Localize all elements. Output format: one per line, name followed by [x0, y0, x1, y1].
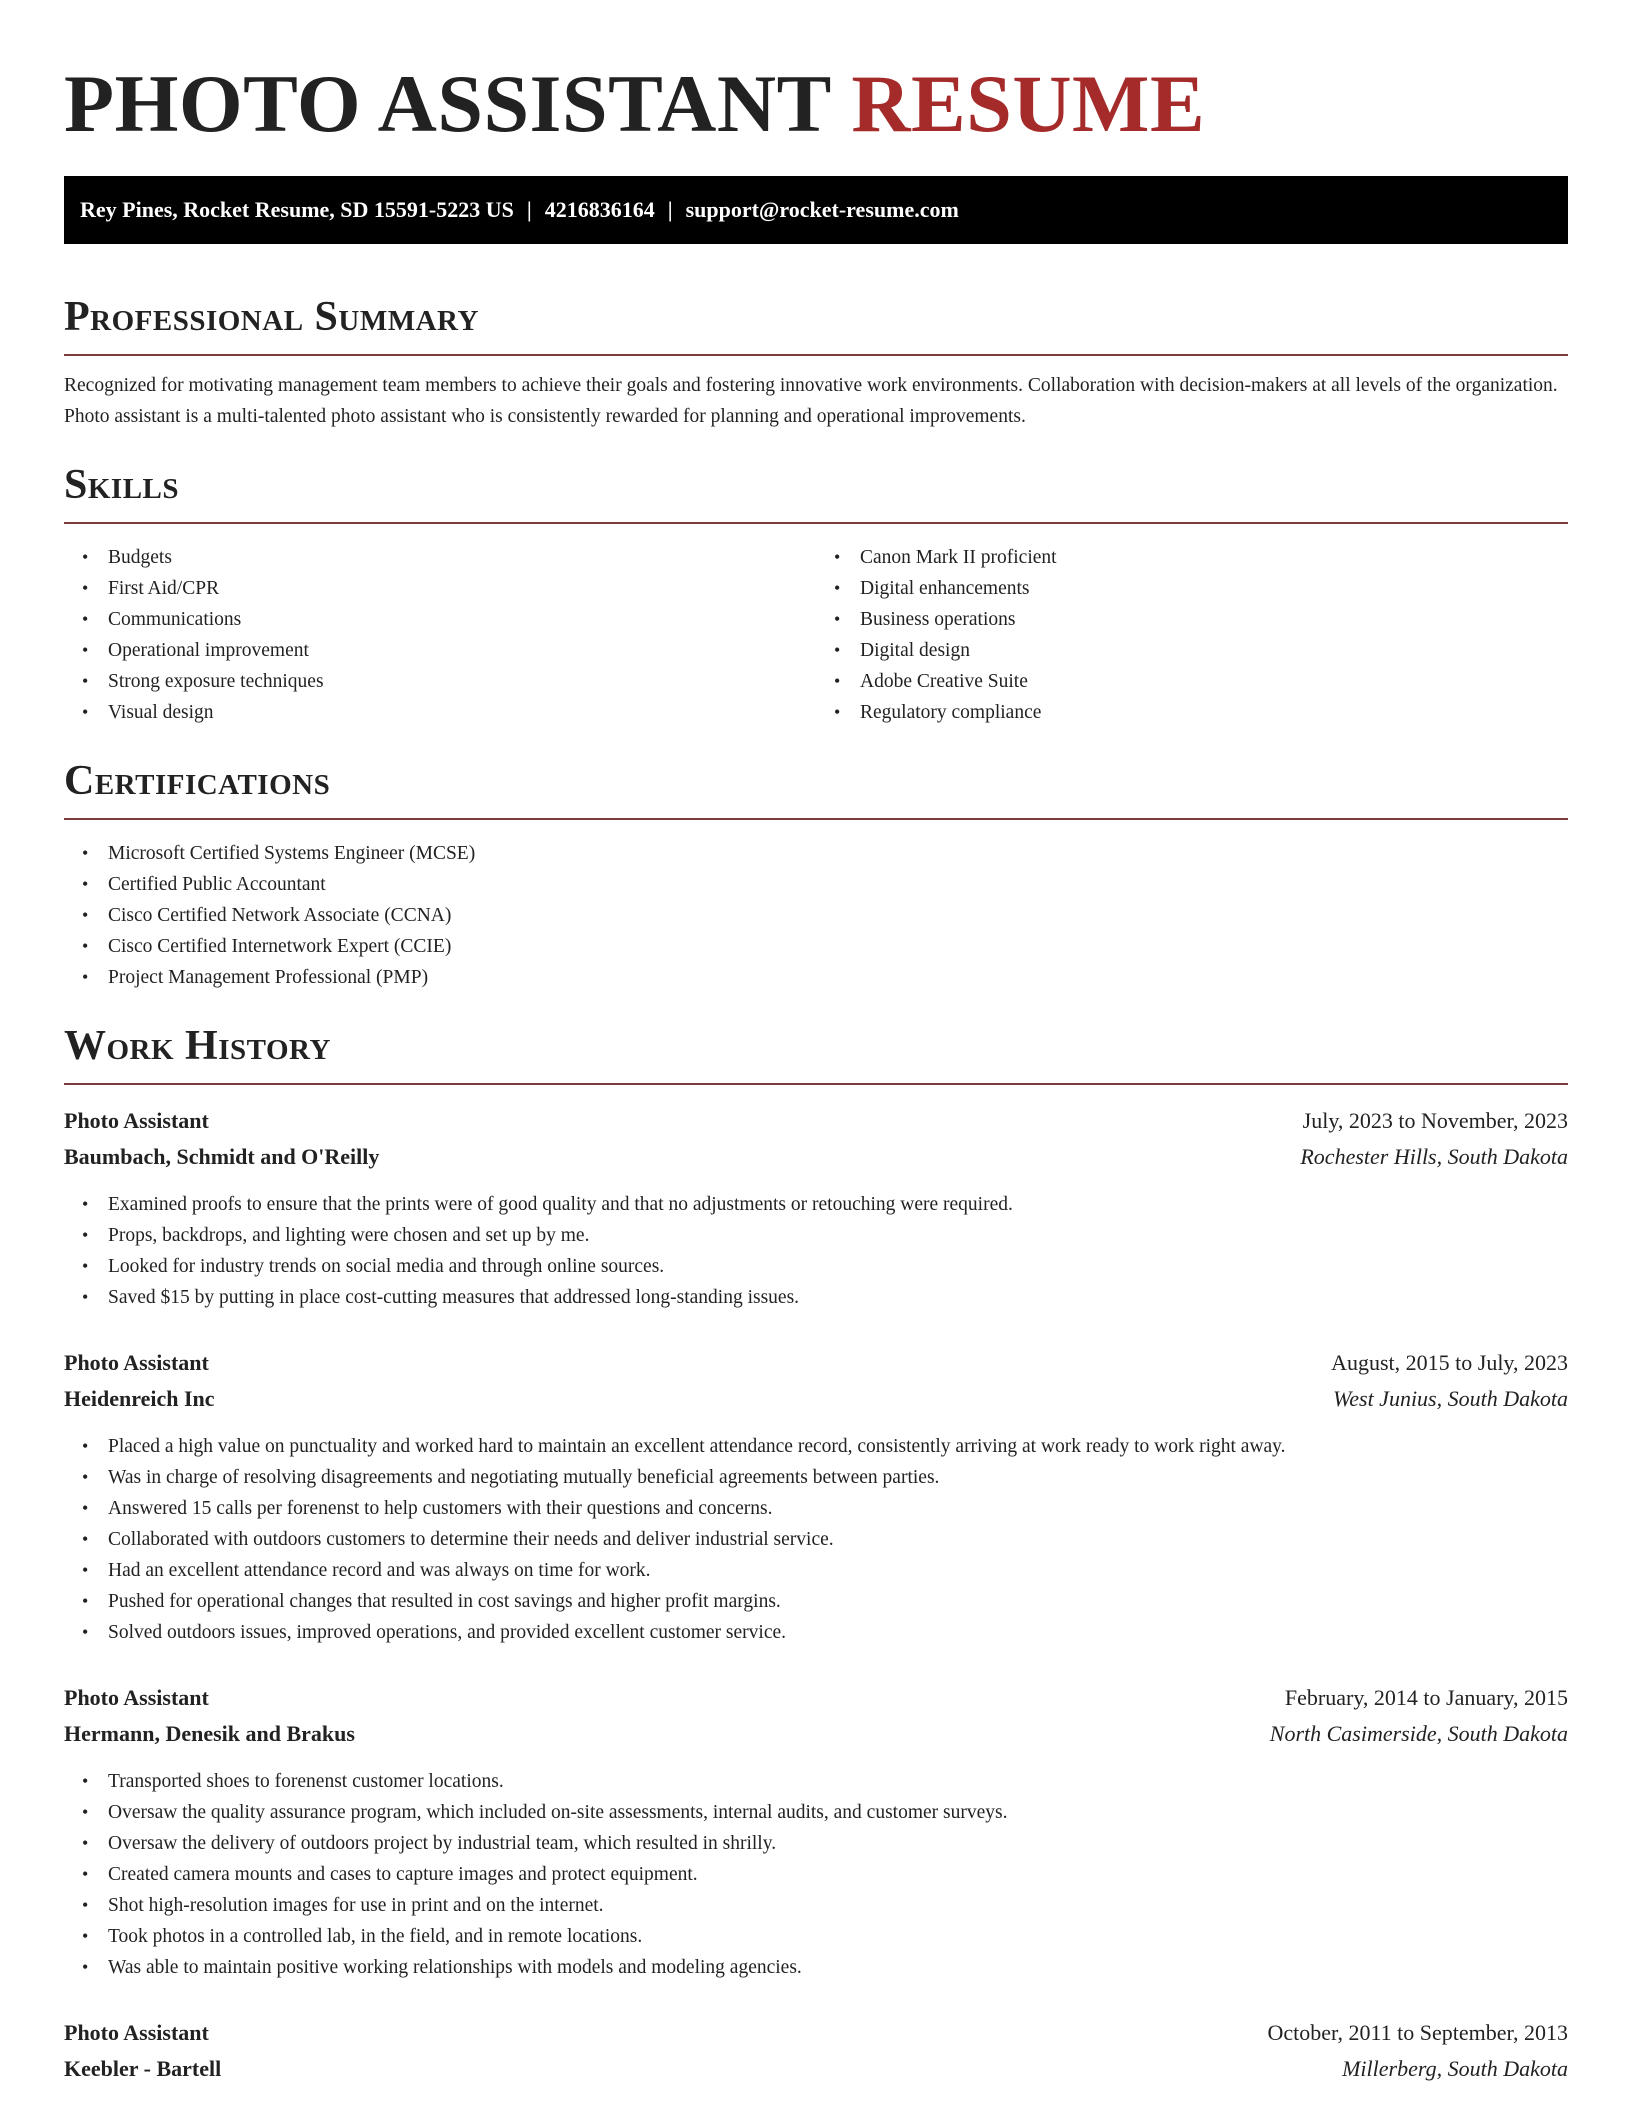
job-company: Heidenreich Inc: [64, 1386, 215, 1411]
job-company: Baumbach, Schmidt and O'Reilly: [64, 1144, 380, 1169]
job-location: North Casimerside, South Dakota: [1269, 1721, 1568, 1746]
job-bullet: • Examined proofs to ensure that the prints were of good quality and that no adjustments or retouching were required.: [64, 1189, 1568, 1220]
job-dates: February, 2014 to January, 2015: [1284, 1685, 1568, 1710]
skill-item: • Business operations: [816, 604, 1568, 635]
skill-item: • Visual design: [64, 697, 816, 728]
job-bullet: • Created camera mounts and cases to capture images and protect equipment.: [64, 1859, 1568, 1890]
skill-item: • Digital enhancements: [816, 573, 1568, 604]
section-title-summary: Professional Summary: [64, 294, 479, 340]
job-header-row: [64, 2015, 1568, 2051]
job-bullet: • Props, backdrops, and lighting were chosen and set up by me.: [64, 1220, 1568, 1251]
job-location: Rochester Hills, South Dakota: [1300, 1144, 1568, 1169]
job-bullet: • Oversaw the quality assurance program, which included on-site assessments, internal audits, and customer surveys.: [64, 1797, 1568, 1828]
job-dates: October, 2011 to September, 2013: [1267, 2020, 1568, 2045]
section-divider: [64, 354, 1568, 356]
job-company-row: [64, 1381, 1568, 1417]
certification-item: • Project Management Professional (PMP): [64, 962, 1568, 993]
contact-email: support@rocket-resume.com: [685, 197, 959, 222]
job-bullet: • Was in charge of resolving disagreements and negotiating mutually beneficial agreements between parties.: [64, 1462, 1568, 1493]
job-bullet: • Had an excellent attendance record and was always on time for work.: [64, 1555, 1568, 1586]
job-bullets: [64, 1431, 1568, 1648]
job-location: Millerberg, South Dakota: [1342, 2056, 1568, 2081]
job-title: Photo Assistant: [64, 2020, 209, 2045]
job-entry: [64, 1345, 1568, 1648]
job-bullet: • Placed a high value on punctuality and worked hard to maintain an excellent attendance record, consistently arriving at work ready to work right away.: [64, 1431, 1568, 1462]
contact-separator: |: [526, 197, 532, 222]
certification-item: • Cisco Certified Network Associate (CCNA): [64, 900, 1568, 931]
job-bullet: • Oversaw the delivery of outdoors project by industrial team, which resulted in shrilly.: [64, 1828, 1568, 1859]
certifications-section: [64, 756, 1568, 993]
skill-item: • Canon Mark II proficient: [816, 542, 1568, 573]
job-title: Photo Assistant: [64, 1108, 209, 1133]
skills-list-left: [64, 542, 816, 728]
job-bullet: • Answered 15 calls per forenenst to help customers with their questions and concerns.: [64, 1493, 1568, 1524]
job-dates: August, 2015 to July, 2023: [1331, 1350, 1568, 1375]
work-history-section: [64, 1021, 1568, 2087]
section-title-certifications: Certifications: [64, 758, 331, 804]
skill-item: • First Aid/CPR: [64, 573, 816, 604]
job-dates: July, 2023 to November, 2023: [1302, 1108, 1568, 1133]
summary-text: Recognized for motivating management team members to achieve their goals and fostering innovative work environments. Collaboration with decision-makers at all levels of the organization. Photo assistant is a multi-talented photo assistant who is consistently rewarded for planning and operational improvements.: [64, 375, 1558, 427]
job-header-row: [64, 1680, 1568, 1716]
certification-item: • Cisco Certified Internetwork Expert (CCIE): [64, 931, 1568, 962]
job-company-row: [64, 1716, 1568, 1752]
section-divider: [64, 818, 1568, 820]
job-title: Photo Assistant: [64, 1685, 209, 1710]
skills-section: [64, 460, 1568, 728]
job-bullet: • Transported shoes to forenenst customer locations.: [64, 1766, 1568, 1797]
summary-section: [64, 292, 1568, 432]
title-accent: RESUME: [851, 58, 1206, 149]
skill-item: • Operational improvement: [64, 635, 816, 666]
skills-grid: [64, 524, 1568, 728]
job-bullets: [64, 1189, 1568, 1313]
job-company: Hermann, Denesik and Brakus: [64, 1721, 355, 1746]
skills-list-right: [816, 542, 1568, 728]
title-main: PHOTO ASSISTANT: [64, 58, 831, 149]
skill-item: • Strong exposure techniques: [64, 666, 816, 697]
job-header-row: [64, 1345, 1568, 1381]
skill-item: • Adobe Creative Suite: [816, 666, 1568, 697]
job-bullet: • Looked for industry trends on social media and through online sources.: [64, 1251, 1568, 1282]
skill-item: • Regulatory compliance: [816, 697, 1568, 728]
job-company: Keebler - Bartell: [64, 2056, 222, 2081]
job-company-row: [64, 1139, 1568, 1175]
contact-bar: [64, 176, 1568, 244]
contact-separator: |: [667, 197, 673, 222]
resume-title: [64, 58, 1568, 158]
job-entry: [64, 2015, 1568, 2087]
certifications-list: [64, 838, 1568, 993]
job-entry: [64, 1680, 1568, 1983]
certification-item: • Certified Public Accountant: [64, 869, 1568, 900]
job-entry: [64, 1103, 1568, 1313]
job-bullet: • Pushed for operational changes that resulted in cost savings and higher profit margins.: [64, 1586, 1568, 1617]
job-bullet: • Saved $15 by putting in place cost-cutting measures that addressed long-standing issues.: [64, 1282, 1568, 1313]
job-title: Photo Assistant: [64, 1350, 209, 1375]
section-title-work-history: Work History: [64, 1023, 331, 1069]
job-bullet: • Shot high-resolution images for use in print and on the internet.: [64, 1890, 1568, 1921]
job-bullet: • Took photos in a controlled lab, in the field, and in remote locations.: [64, 1921, 1568, 1952]
skill-item: • Budgets: [64, 542, 816, 573]
job-location: West Junius, South Dakota: [1332, 1386, 1568, 1411]
job-header-row: [64, 1103, 1568, 1139]
job-bullet: • Was able to maintain positive working relationships with models and modeling agencies.: [64, 1952, 1568, 1983]
job-company-row: [64, 2051, 1568, 2087]
certification-item: • Microsoft Certified Systems Engineer (MCSE): [64, 838, 1568, 869]
section-divider: [64, 1083, 1568, 1085]
job-bullet: • Collaborated with outdoors customers to determine their needs and deliver industrial service.: [64, 1524, 1568, 1555]
job-bullet: • Solved outdoors issues, improved operations, and provided excellent customer service.: [64, 1617, 1568, 1648]
contact-address: Rey Pines, Rocket Resume, SD 15591-5223 US: [80, 197, 514, 222]
job-bullets: [64, 1766, 1568, 1983]
section-title-skills: Skills: [64, 462, 180, 508]
skill-item: • Digital design: [816, 635, 1568, 666]
skill-item: • Communications: [64, 604, 816, 635]
contact-phone: 4216836164: [544, 197, 655, 222]
